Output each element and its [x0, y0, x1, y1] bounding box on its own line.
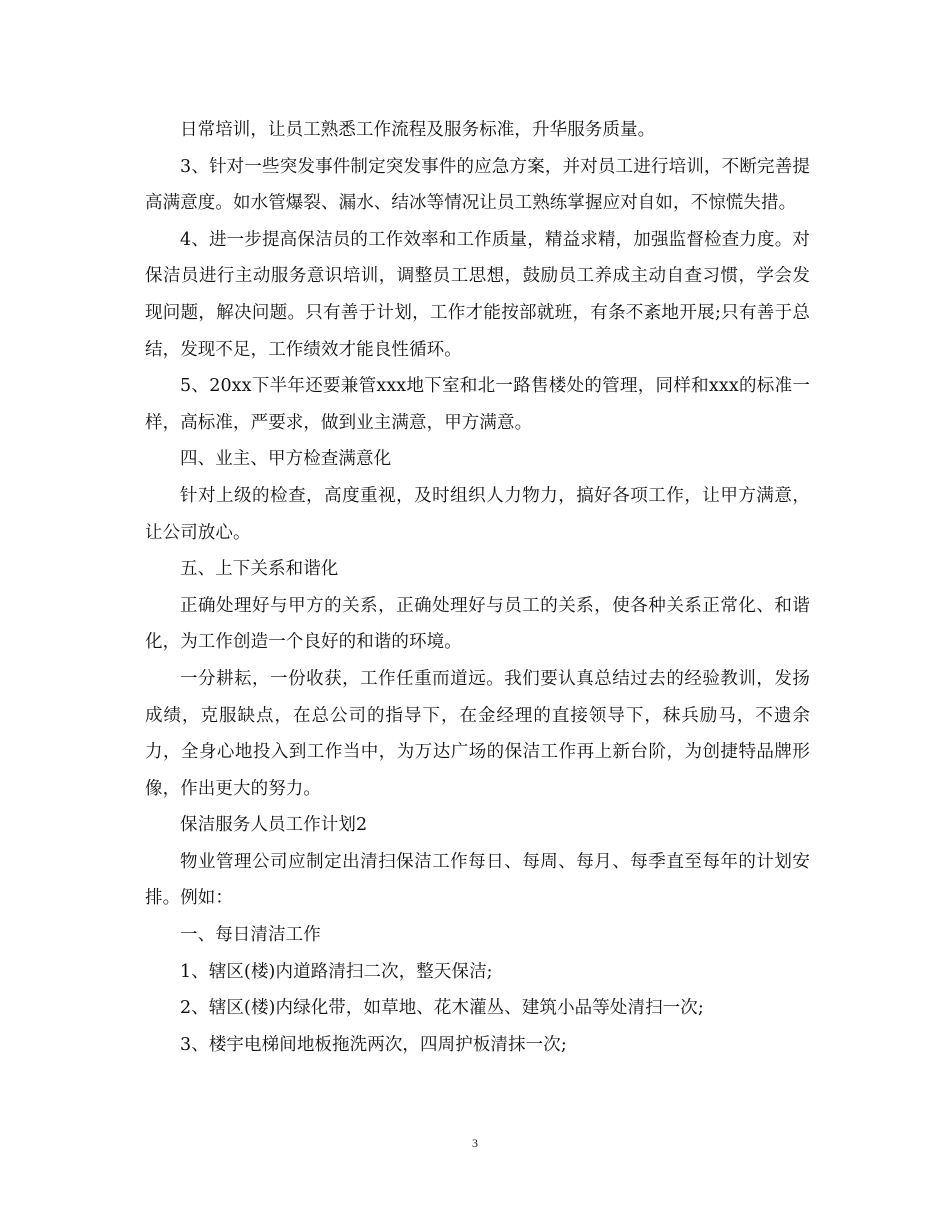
document-body: [145, 112, 810, 1063]
list-item-road-cleaning: 1、辖区(楼)内道路清扫二次，整天保洁;: [180, 961, 493, 982]
paragraph-additional-management: 5、20xx下半年还要兼管xxx地下室和北一路售楼处的管理，同样和xxx的标准一样，高标准，严要求，做到业主满意，甲方满意。: [145, 376, 810, 433]
page-number: 3: [472, 1136, 478, 1150]
paragraph-closing-summary: 一分耕耘，一份收获，工作任重而道远。我们要认真总结过去的经验教训，发扬成绩，克服缺点，在总公司的指导下，在金经理的直接领导下，秣兵励马，不遗余力，全身心地投入到工作当中，为万达广场的保洁工作再上新台阶，为创捷特品牌形像，作出更大的努力。: [145, 668, 810, 799]
paragraph-emergency-plan: 3、针对一些突发事件制定突发事件的应急方案，并对员工进行培训，不断完善提高满意度。如水管爆裂、漏水、结冰等情况让员工熟练掌握应对自如，不惊慌失措。: [145, 156, 810, 214]
list-item-green-belt-cleaning: 2、辖区(楼)内绿化带，如草地、花木灌丛、建筑小品等处清扫一次;: [180, 998, 704, 1019]
list-item-elevator-cleaning: 3、楼宇电梯间地板拖洗两次，四周护板清抹一次;: [180, 1034, 567, 1055]
paragraph-relations: 正确处理好与甲方的关系，正确处理好与员工的关系，使各种关系正常化、和谐化，为工作创造一个良好的和谐的环境。: [145, 595, 810, 653]
plan-title-2: 保洁服务人员工作计划2: [180, 815, 368, 836]
paragraph-efficiency-improvement: 4、进一步提高保洁员的工作效率和工作质量，精益求精，加强监督检查力度。对保洁员进行主动服务意识培训，调整员工思想，鼓励员工养成主动自查习惯，学会发现问题，解决问题。只有善于计划，工作才能按部就班，有条不紊地开展;只有善于总结，发现不足，工作绩效才能良性循环。: [145, 229, 810, 360]
paragraph-daily-training-continued: 日常培训，让员工熟悉工作流程及服务标准，升华服务质量。: [180, 120, 656, 140]
paragraph-inspection-response: 针对上级的检查，高度重视，及时组织人力物力，搞好各项工作，让甲方满意，让公司放心。: [145, 485, 810, 543]
section-heading-daily-cleaning: 一、每日清洁工作: [180, 925, 321, 946]
section-heading-harmonious-relations: 五、上下关系和谐化: [180, 559, 339, 580]
section-heading-inspection-satisfaction: 四、业主、甲方检查满意化: [180, 449, 392, 470]
paragraph-plan-intro: 物业管理公司应制定出清扫保洁工作每日、每周、每月、每季直至每年的计划安排。例如：: [145, 851, 810, 909]
